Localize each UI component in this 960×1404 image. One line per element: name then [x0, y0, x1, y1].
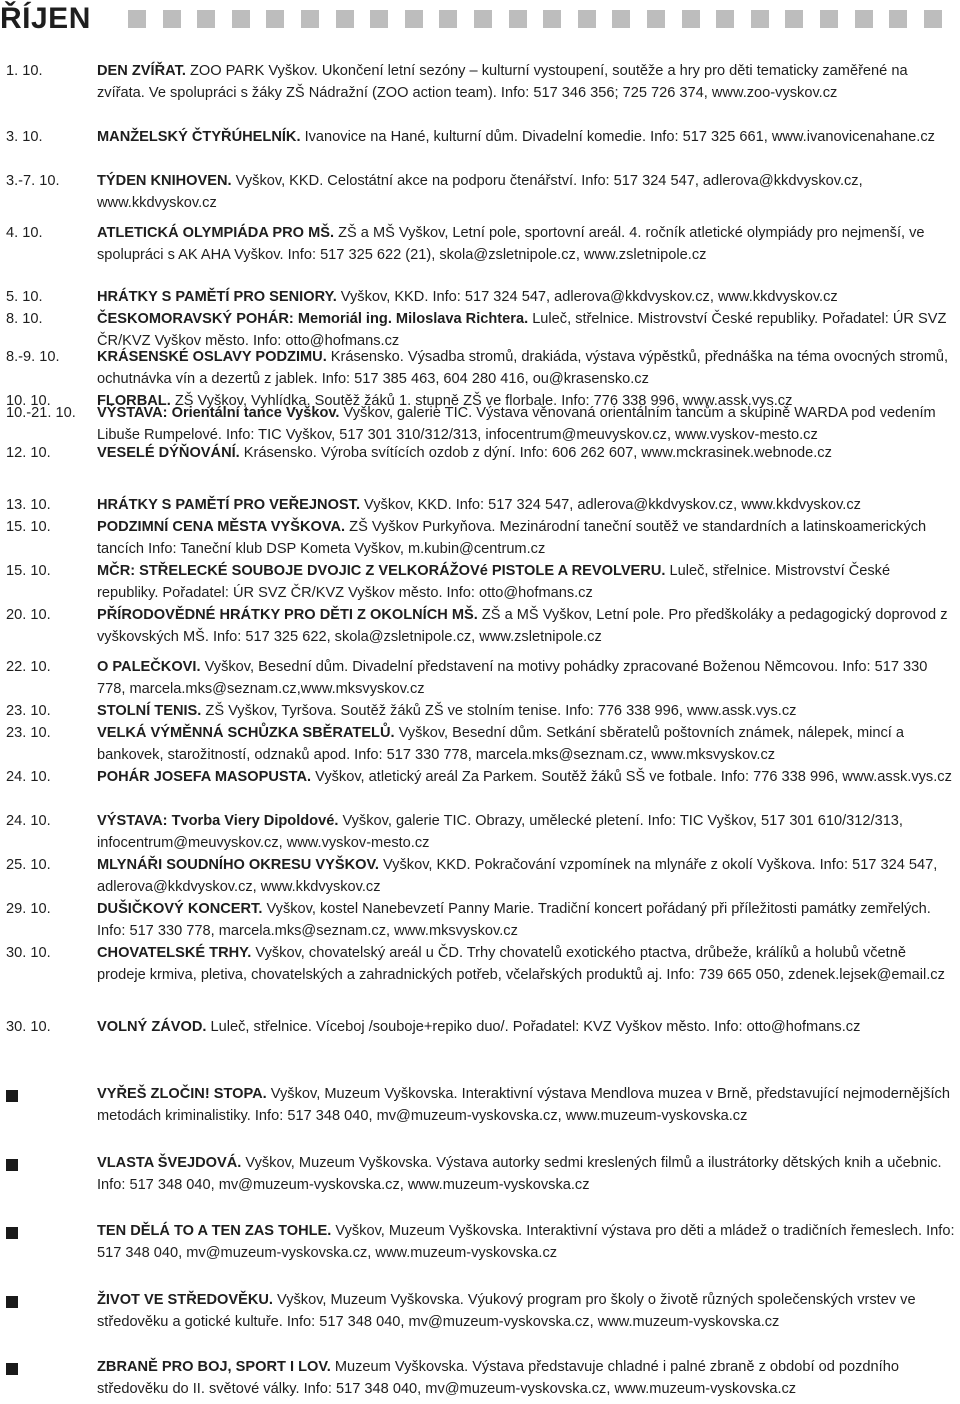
- event-description: [97, 126, 952, 148]
- header-square: [647, 10, 665, 28]
- exhibition-description: [97, 1152, 955, 1196]
- event-description: [97, 722, 952, 766]
- header-square: [336, 10, 354, 28]
- event-title: DUŠIČKOVÝ KONCERT.: [97, 901, 263, 917]
- header-square: [370, 10, 388, 28]
- event-description: [97, 604, 952, 648]
- event-title: VESELÉ DÝŇOVÁNÍ.: [97, 445, 240, 461]
- header-square: [820, 10, 838, 28]
- event-details: Vyškov, chovatelský areál u ČD. Trhy chovatelů exotického ptactva, drůbeže, králíků a holubů včetně prodeje krmiva, pletiva, chovatelských a zahradnických potřeb, včelařských produktů aj. Info: 739 665 050, zdenek.lejsek@email.cz: [97, 945, 945, 983]
- event-description: [97, 766, 952, 788]
- header-square: [439, 10, 457, 28]
- event-description: [97, 516, 952, 560]
- month-header: [0, 0, 960, 40]
- exhibition-title: TEN DĚLÁ TO A TEN ZAS TOHLE.: [97, 1223, 332, 1239]
- exhibition-details: Vyškov, Muzeum Vyškovska. Interaktivní výstava Mendlova muzea v Brně, představující nejmodernějších metodách kriminalistiky. Info: 517 348 040, mv@muzeum-vyskovska.cz, www.muzeum-vyskovska.cz: [97, 1086, 950, 1124]
- event-date: 10.-21. 10.: [6, 405, 76, 421]
- event-date: 10. 10.: [6, 393, 51, 409]
- event-date: 1. 10.: [6, 63, 43, 79]
- header-square: [682, 10, 700, 28]
- exhibition-details: Vyškov, Muzeum Vyškovska. Výstava autorky sedmi kreslených filmů a ilustrátorky dětských knih a učebnic. Info: 517 348 040, mv@muzeum-vyskovska.cz, www.muzeum-vyskovska.cz: [97, 1155, 942, 1193]
- event-date: 15. 10.: [6, 563, 51, 579]
- event-title: HRÁTKY S PAMĚTÍ PRO VEŘEJNOST.: [97, 497, 360, 513]
- exhibition-title: ŽIVOT VE STŘEDOVĚKU.: [97, 1292, 273, 1308]
- event-description: [97, 346, 952, 390]
- month-title: ŘÍJEN: [0, 2, 91, 35]
- exhibition-details: Vyškov, Muzeum Vyškovska. Interaktivní výstava pro děti a mládež o tradičních řemeslech. Info: 517 348 040, mv@muzeum-vyskovska.cz, www.muzeum-vyskovska.cz: [97, 1223, 955, 1261]
- event-details: ZOO PARK Vyškov. Ukončení letní sezóny – kulturní vystoupení, soutěže a hry pro děti tematicky zaměřené na zvířata. Ve spolupráci s žáky ZŠ Nádražní (ZOO action team). Info: 517 346 356; 725 726 374, www.zoo-vyskov.cz: [97, 63, 908, 101]
- event-title: CHOVATELSKÉ TRHY.: [97, 945, 252, 961]
- event-title: KRÁSENSKÉ OSLAVY PODZIMU.: [97, 349, 327, 365]
- event-description: [97, 854, 952, 898]
- exhibition-details: Muzeum Vyškovska. Výstava představuje chladné i palné zbraně z období od pozdního středověku do II. světové války. Info: 517 348 040, mv@muzeum-vyskovska.cz, www.muzeum-vyskovska.cz: [97, 1359, 899, 1397]
- event-details: Krásensko. Výsadba stromů, drakiáda, výstava výpěstků, přednáška na téma ovocných stromů, ochutnávka vín a dezertů z jablek. Info: 517 385 463, 604 280 416, ou@krasensko.cz: [97, 349, 949, 387]
- event-title: VOLNÝ ZÁVOD.: [97, 1019, 207, 1035]
- exhibition-details: Vyškov, Muzeum Vyškovska. Výukový program pro školy o životě různých společenských vrstev ve středověku a gotické kultuře. Info: 517 348 040, mv@muzeum-vyskovska.cz, www.muzeum-vyskovska.cz: [97, 1292, 916, 1330]
- event-title: MANŽELSKÝ ČTYŘÚHELNÍK.: [97, 129, 301, 145]
- exhibition-description: [97, 1083, 955, 1127]
- event-description: [97, 222, 952, 266]
- event-details: Luleč, střelnice. Mistrovství České republiky. Pořadatel: ÚR SVZ ČR/KVZ Vyškov město. Info: otto@hofmans.cz: [97, 563, 891, 601]
- square-bullet-icon: [6, 1090, 18, 1102]
- event-details: Vyškov, Besední dům. Divadelní představení na motivy pohádky zpracované Boženou Němcovou. Info: 517 330 778, marcela.mks@seznam.cz,www.mksvyskov.cz: [97, 659, 928, 697]
- event-date: 8.-9. 10.: [6, 349, 60, 365]
- event-description: [97, 942, 952, 986]
- event-date: 30. 10.: [6, 945, 51, 961]
- header-square: [785, 10, 803, 28]
- header-square: [197, 10, 215, 28]
- event-details: Luleč, střelnice. Mistrovství České republiky. Pořadatel: ÚR SVZ ČR/KVZ Vyškov město. Info: otto@hofmans.cz: [97, 311, 947, 349]
- event-description: [97, 286, 952, 308]
- square-bullet-icon: [6, 1159, 18, 1171]
- square-bullet-icon: [6, 1296, 18, 1308]
- event-title: VÝSTAVA: Tvorba Viery Dipoldové.: [97, 813, 339, 829]
- event-date: 25. 10.: [6, 857, 51, 873]
- event-details: Vyškov, KKD. Info: 517 324 547, adlerova@kkdvyskov.cz, www.kkdvyskov.cz: [360, 497, 861, 513]
- header-square: [578, 10, 596, 28]
- header-square: [405, 10, 423, 28]
- event-title: FLORBAL.: [97, 393, 171, 409]
- event-details: ZŠ Vyškov Purkyňova. Mezinárodní taneční soutěž ve standardních a latinskoamerických tancích Info: Taneční klub DSP Kometa Vyškov, m.kubin@centrum.cz: [97, 519, 927, 557]
- header-square: [128, 10, 146, 28]
- event-details: ZŠ a MŠ Vyškov, Letní pole. Pro předškoláky a pedagogický doprovod z vyškovských MŠ. Info: 517 325 622, skola@zsletnipole.cz, www.zsletnipole.cz: [97, 607, 948, 645]
- event-details: ZŠ a MŠ Vyškov, Letní pole, sportovní areál. 4. ročník atletické olympiády pro nejmenší, ve spolupráci s AK AHA Vyškov. Info: 517 325 622 (21), skola@zsletnipole.cz, www.zsletnipole.cz: [97, 225, 925, 263]
- event-details: Vyškov, galerie TIC. Obrazy, umělecké pletení. Info: TIC Vyškov, 517 301 610/312/313, infocentrum@meuvyskov.cz, www.vyskov-mesto.cz: [97, 813, 903, 851]
- event-title: MLYNÁŘI SOUDNÍHO OKRESU VYŠKOV.: [97, 857, 379, 873]
- exhibition-title: VYŘEŠ ZLOČIN! STOPA.: [97, 1086, 267, 1102]
- event-description: [97, 810, 952, 854]
- event-date: 20. 10.: [6, 607, 51, 623]
- header-square: [266, 10, 284, 28]
- event-description: [97, 560, 952, 604]
- event-details: Vyškov, galerie TIC. Výstava věnovaná orientálním tancům a skupině WARDA pod vedením Libuše Rumpelové. Info: TIC Vyškov, 517 301 310/312/313, infocentrum@meuvyskov.cz, www.vyskov-mesto.cz: [97, 405, 936, 443]
- event-title: HRÁTKY S PAMĚTÍ PRO SENIORY.: [97, 289, 337, 305]
- event-date: 24. 10.: [6, 813, 51, 829]
- event-date: 24. 10.: [6, 769, 51, 785]
- event-details: ZŠ Vyškov, Tyršova. Soutěž žáků ZŠ ve stolním tenise. Info: 776 338 996, www.assk.vys.cz: [201, 703, 797, 719]
- event-date: 23. 10.: [6, 725, 51, 741]
- event-date: 13. 10.: [6, 497, 51, 513]
- event-details: Vyškov, kostel Nanebevzetí Panny Marie. Tradiční koncert pořádaný při příležitosti památky zemřelých. Info: 517 330 778, marcela.mks@seznam.cz, www.mksvyskov.cz: [97, 901, 931, 939]
- event-description: [97, 402, 952, 446]
- header-square: [889, 10, 907, 28]
- event-title: POHÁR JOSEFA MASOPUSTA.: [97, 769, 312, 785]
- event-description: [97, 700, 952, 722]
- event-title: STOLNÍ TENIS.: [97, 703, 202, 719]
- event-title: VELKÁ VÝMĚNNÁ SCHŮZKA SBĚRATELŮ.: [97, 725, 395, 741]
- event-date: 3.-7. 10.: [6, 173, 60, 189]
- square-bullet-icon: [6, 1363, 18, 1375]
- event-title: ATLETICKÁ OLYMPIÁDA PRO MŠ.: [97, 225, 335, 241]
- event-date: 30. 10.: [6, 1019, 51, 1035]
- event-date: 23. 10.: [6, 703, 51, 719]
- exhibition-title: ZBRANĚ PRO BOJ, SPORT I LOV.: [97, 1359, 331, 1375]
- event-description: [97, 494, 952, 516]
- header-square: [232, 10, 250, 28]
- event-description: [97, 656, 952, 700]
- event-title: PŘÍRODOVĚDNÉ HRÁTKY PRO DĚTI Z OKOLNÍCH MŠ.: [97, 607, 478, 623]
- header-square-band: [128, 10, 960, 30]
- header-square: [543, 10, 561, 28]
- exhibition-description: [97, 1289, 955, 1333]
- event-description: [97, 60, 952, 104]
- event-description: [97, 898, 952, 942]
- event-details: Krásensko. Výroba svítících ozdob z dýní. Info: 606 262 607, www.mckrasinek.webnode.cz: [239, 445, 832, 461]
- event-date: 5. 10.: [6, 289, 43, 305]
- event-details: ZŠ Vyškov, Vyhlídka. Soutěž žáků 1. stupně ZŠ ve florbale. Info: 776 338 996, www.assk.vys.cz: [170, 393, 793, 409]
- event-description: [97, 170, 952, 214]
- header-square: [509, 10, 527, 28]
- event-details: Vyškov, Besední dům. Setkání sběratelů poštovních známek, nálepek, mincí a bankovek, starožitností, odznaků apod. Info: 517 330 778, marcela.mks@seznam.cz, www.mksvyskov.cz: [97, 725, 904, 763]
- event-description: [97, 1016, 952, 1038]
- exhibition-title: VLASTA ŠVEJDOVÁ.: [97, 1155, 242, 1171]
- header-square: [924, 10, 942, 28]
- event-details: Luleč, střelnice. Víceboj /souboje+repiko duo/. Pořadatel: KVZ Vyškov město. Info: otto@hofmans.cz: [206, 1019, 861, 1035]
- header-square: [474, 10, 492, 28]
- header-square: [716, 10, 734, 28]
- exhibition-description: [97, 1220, 955, 1264]
- event-date: 4. 10.: [6, 225, 43, 241]
- header-square: [612, 10, 630, 28]
- event-date: 29. 10.: [6, 901, 51, 917]
- event-details: Vyškov, KKD. Celostátní akce na podporu čtenářství. Info: 517 324 547, adlerova@kkdvyskov.cz, www.kkdvyskov.cz: [97, 173, 863, 211]
- event-description: [97, 442, 952, 464]
- event-title: DEN ZVÍŘAT.: [97, 63, 186, 79]
- header-square: [751, 10, 769, 28]
- event-details: Vyškov, atletický areál Za Parkem. Soutěž žáků SŠ ve fotbale. Info: 776 338 996, www.assk.vys.cz: [311, 769, 952, 785]
- event-title: O PALEČKOVI.: [97, 659, 201, 675]
- event-details: Vyškov, KKD. Info: 517 324 547, adlerova@kkdvyskov.cz, www.kkdvyskov.cz: [336, 289, 838, 305]
- event-details: Vyškov, KKD. Pokračování vzpomínek na mlynáře z okolí Vyškova. Info: 517 324 547, adlerova@kkdvyskov.cz, www.kkdvyskov.cz: [97, 857, 938, 895]
- exhibition-description: [97, 1356, 955, 1400]
- event-title: PODZIMNÍ CENA MĚSTA VYŠKOVA.: [97, 519, 346, 535]
- event-title: MČR: STŘELECKÉ SOUBOJE DVOJIC Z VELKORÁŽOVé PISTOLE A REVOLVERU.: [97, 563, 666, 579]
- header-square: [163, 10, 181, 28]
- header-square: [301, 10, 319, 28]
- event-date: 3. 10.: [6, 129, 43, 145]
- event-date: 22. 10.: [6, 659, 51, 675]
- event-title: VÝSTAVA: Orientální tance Vyškov.: [97, 405, 340, 421]
- event-details: Ivanovice na Hané, kulturní dům. Divadelní komedie. Info: 517 325 661, www.ivanovicenahane.cz: [300, 129, 935, 145]
- event-title: ČESKOMORAVSKÝ POHÁR: Memoriál ing. Miloslava Richtera.: [97, 311, 529, 327]
- header-square: [855, 10, 873, 28]
- event-date: 12. 10.: [6, 445, 51, 461]
- event-date: 8. 10.: [6, 311, 43, 327]
- event-title: TÝDEN KNIHOVEN.: [97, 173, 232, 189]
- event-date: 15. 10.: [6, 519, 51, 535]
- square-bullet-icon: [6, 1227, 18, 1239]
